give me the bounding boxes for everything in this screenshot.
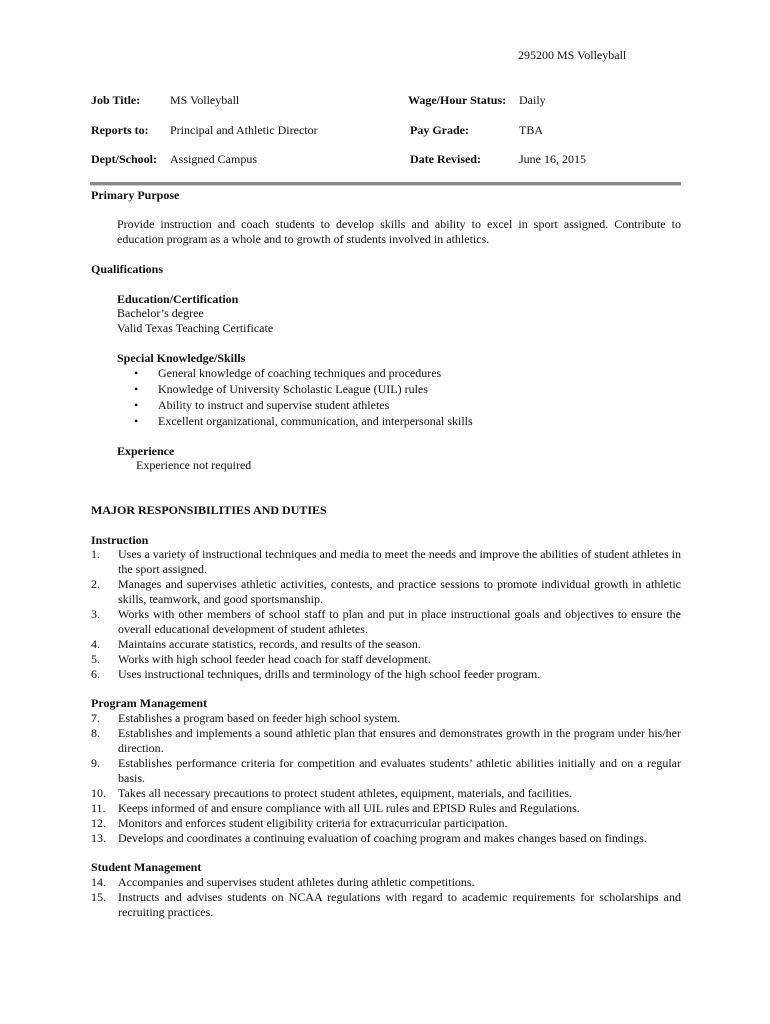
duty-number: 14. [91, 875, 106, 889]
duty-item [91, 637, 681, 652]
skills-list [117, 366, 473, 430]
wage-hour-label: Wage/Hour Status: [408, 93, 507, 107]
instruction-list [91, 547, 681, 682]
bullet-icon: • [134, 398, 139, 412]
duty-item [91, 667, 681, 682]
duty-number: 10. [91, 786, 106, 800]
duty-text: Keeps informed of and ensure compliance with all UIL rules and EPISD Rules and Regulations. [118, 801, 580, 815]
duty-text: Takes all necessary precautions to protect student athletes, equipment, materials, and facilities. [118, 786, 573, 800]
duty-text: Maintains accurate statistics, records, and results of the season. [118, 637, 421, 651]
job-title-label: Job Title: [91, 93, 141, 107]
document-code: 295200 MS Volleyball [518, 48, 627, 62]
duty-number: 15. [91, 890, 106, 904]
pay-grade-label: Pay Grade: [410, 123, 469, 137]
duty-number: 4. [91, 637, 100, 651]
dept-school-label: Dept/School: [91, 152, 157, 166]
duty-text: Works with high school feeder head coach for staff development. [118, 652, 431, 666]
duty-number: 11. [91, 801, 106, 815]
duty-text: Uses a variety of instructional techniques and media to meet the needs and improve the abilities of student athletes in the sport assigned. [118, 547, 681, 576]
reports-to-value: Principal and Athletic Director [170, 123, 318, 137]
header-divider [90, 182, 681, 186]
duties-heading: MAJOR RESPONSIBILITIES AND DUTIES [91, 503, 327, 517]
duty-item [91, 816, 681, 831]
skills-heading: Special Knowledge/Skills [117, 351, 246, 365]
duty-item [91, 547, 681, 577]
program-management-heading: Program Management [91, 696, 208, 710]
experience-heading: Experience [117, 444, 175, 458]
duty-number: 5. [91, 652, 100, 666]
duty-item [91, 577, 681, 607]
duty-text: Works with other members of school staff to plan and put in place instructional goals and objectives to ensure the overall educational development of student athletes. [118, 607, 681, 636]
duty-text: Monitors and enforces student eligibility criteria for extracurricular participation. [118, 816, 508, 830]
skill-item [117, 414, 473, 430]
skill-item [117, 382, 473, 398]
bullet-icon: • [134, 366, 139, 380]
skill-text: General knowledge of coaching techniques and procedures [158, 366, 442, 380]
primary-purpose-heading: Primary Purpose [91, 188, 180, 202]
duty-number: 9. [91, 756, 100, 770]
duty-item [91, 786, 681, 801]
duty-text: Manages and supervises athletic activities, contests, and practice sessions to promote individual growth in athletic skills, teamwork, and good sportsmanship. [118, 577, 681, 606]
education-line: Bachelor’s degree [117, 306, 204, 320]
experience-text: Experience not required [136, 458, 252, 472]
duty-text: Instructs and advises students on NCAA regulations with regard to academic requirements for scholarships and recruiting practices. [118, 890, 681, 919]
student-management-list [91, 875, 681, 920]
duty-text: Uses instructional techniques, drills and terminology of the high school feeder program. [118, 667, 541, 681]
duty-number: 12. [91, 816, 106, 830]
duty-number: 8. [91, 726, 100, 740]
duty-item [91, 607, 681, 637]
duty-text: Accompanies and supervises student athletes during athletic competitions. [118, 875, 475, 889]
reports-to-label: Reports to: [91, 123, 149, 137]
duty-item [91, 875, 681, 890]
skill-text: Ability to instruct and supervise student athletes [158, 398, 390, 412]
duty-number: 7. [91, 711, 100, 725]
duty-text: Establishes performance criteria for competition and evaluates students’ athletic abilities initially and on a regular basis. [118, 756, 681, 785]
program-management-list [91, 711, 681, 846]
qualifications-heading: Qualifications [91, 262, 164, 276]
duty-item [91, 831, 681, 846]
duty-item [91, 890, 681, 920]
duty-number: 2. [91, 577, 100, 591]
skill-item [117, 398, 473, 414]
date-revised-label: Date Revised: [410, 152, 481, 166]
wage-hour-value: Daily [519, 93, 546, 107]
duty-item [91, 711, 681, 726]
skill-text: Knowledge of University Scholastic League (UIL) rules [158, 382, 428, 396]
date-revised-value: June 16, 2015 [519, 152, 586, 166]
skill-text: Excellent organizational, communication, and interpersonal skills [158, 414, 473, 428]
job-title-value: MS Volleyball [170, 93, 240, 107]
duty-text: Develops and coordinates a continuing evaluation of coaching program and makes changes based on findings. [118, 831, 647, 845]
dept-school-value: Assigned Campus [170, 152, 257, 166]
duty-item [91, 756, 681, 786]
primary-purpose-text: Provide instruction and coach students to develop skills and ability to excel in sport assigned. Contribute to education program as a whole and to growth of students involved in athletics. [117, 217, 681, 246]
duty-item [91, 801, 681, 816]
education-line: Valid Texas Teaching Certificate [117, 321, 274, 335]
instruction-heading: Instruction [91, 533, 149, 547]
duty-number: 1. [91, 547, 100, 561]
pay-grade-value: TBA [519, 123, 543, 137]
duty-item [91, 652, 681, 667]
duty-number: 13. [91, 831, 106, 845]
duty-item [91, 726, 681, 756]
duty-number: 3. [91, 607, 100, 621]
skill-item [117, 366, 473, 382]
student-management-heading: Student Management [91, 860, 202, 874]
education-heading: Education/Certification [117, 292, 239, 306]
duty-number: 6. [91, 667, 100, 681]
bullet-icon: • [134, 414, 139, 428]
duty-text: Establishes a program based on feeder high school system. [118, 711, 401, 725]
bullet-icon: • [134, 382, 139, 396]
duty-text: Establishes and implements a sound athletic plan that ensures and demonstrates growth in the program under his/her direction. [118, 726, 681, 755]
